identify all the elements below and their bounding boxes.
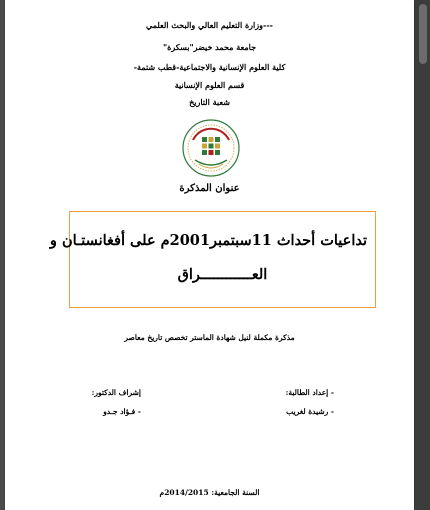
university-seal-icon: [181, 118, 241, 178]
student-label: - إعداد الطالبة:: [285, 388, 334, 397]
academic-year: السنة الجامعية: 2014/2015م: [159, 488, 260, 497]
student-name: - رشيدة لغريب: [286, 407, 334, 416]
memo-title-label: عنوان المذكرة: [179, 183, 240, 194]
document-page: [5, 0, 414, 510]
thesis-title-line-1: تداعيات أحداث 11سبتمبر2001م على أفغانستـان و: [49, 232, 367, 249]
supervisor-label: إشراف الدكتور:: [91, 388, 141, 397]
university-line: جامعة محمد خيضر"بسكرة": [162, 42, 257, 52]
thesis-title-line-2: العــــــــــــراق: [177, 266, 268, 283]
thesis-subtitle: مذكرة مكملة لنيل شهادة الماستر تخصص تاريخ معاصر: [124, 333, 295, 342]
faculty-line: كلية العلوم الإنسانية والاجتماعية-قطب شتمة-: [133, 62, 286, 72]
supervisor-name: - فـؤاد جـدو: [103, 407, 141, 416]
thesis-title-box: [49, 211, 376, 308]
branch-line: شعبة التاريخ: [189, 97, 230, 107]
ministry-line: ---وزارة التعليم العالي والبحث العلمي: [146, 20, 273, 30]
scrollbar-thumb[interactable]: [419, 4, 427, 64]
vertical-scrollbar[interactable]: [416, 0, 430, 510]
department-line: قسم العلوم الإنسانية: [174, 80, 245, 90]
